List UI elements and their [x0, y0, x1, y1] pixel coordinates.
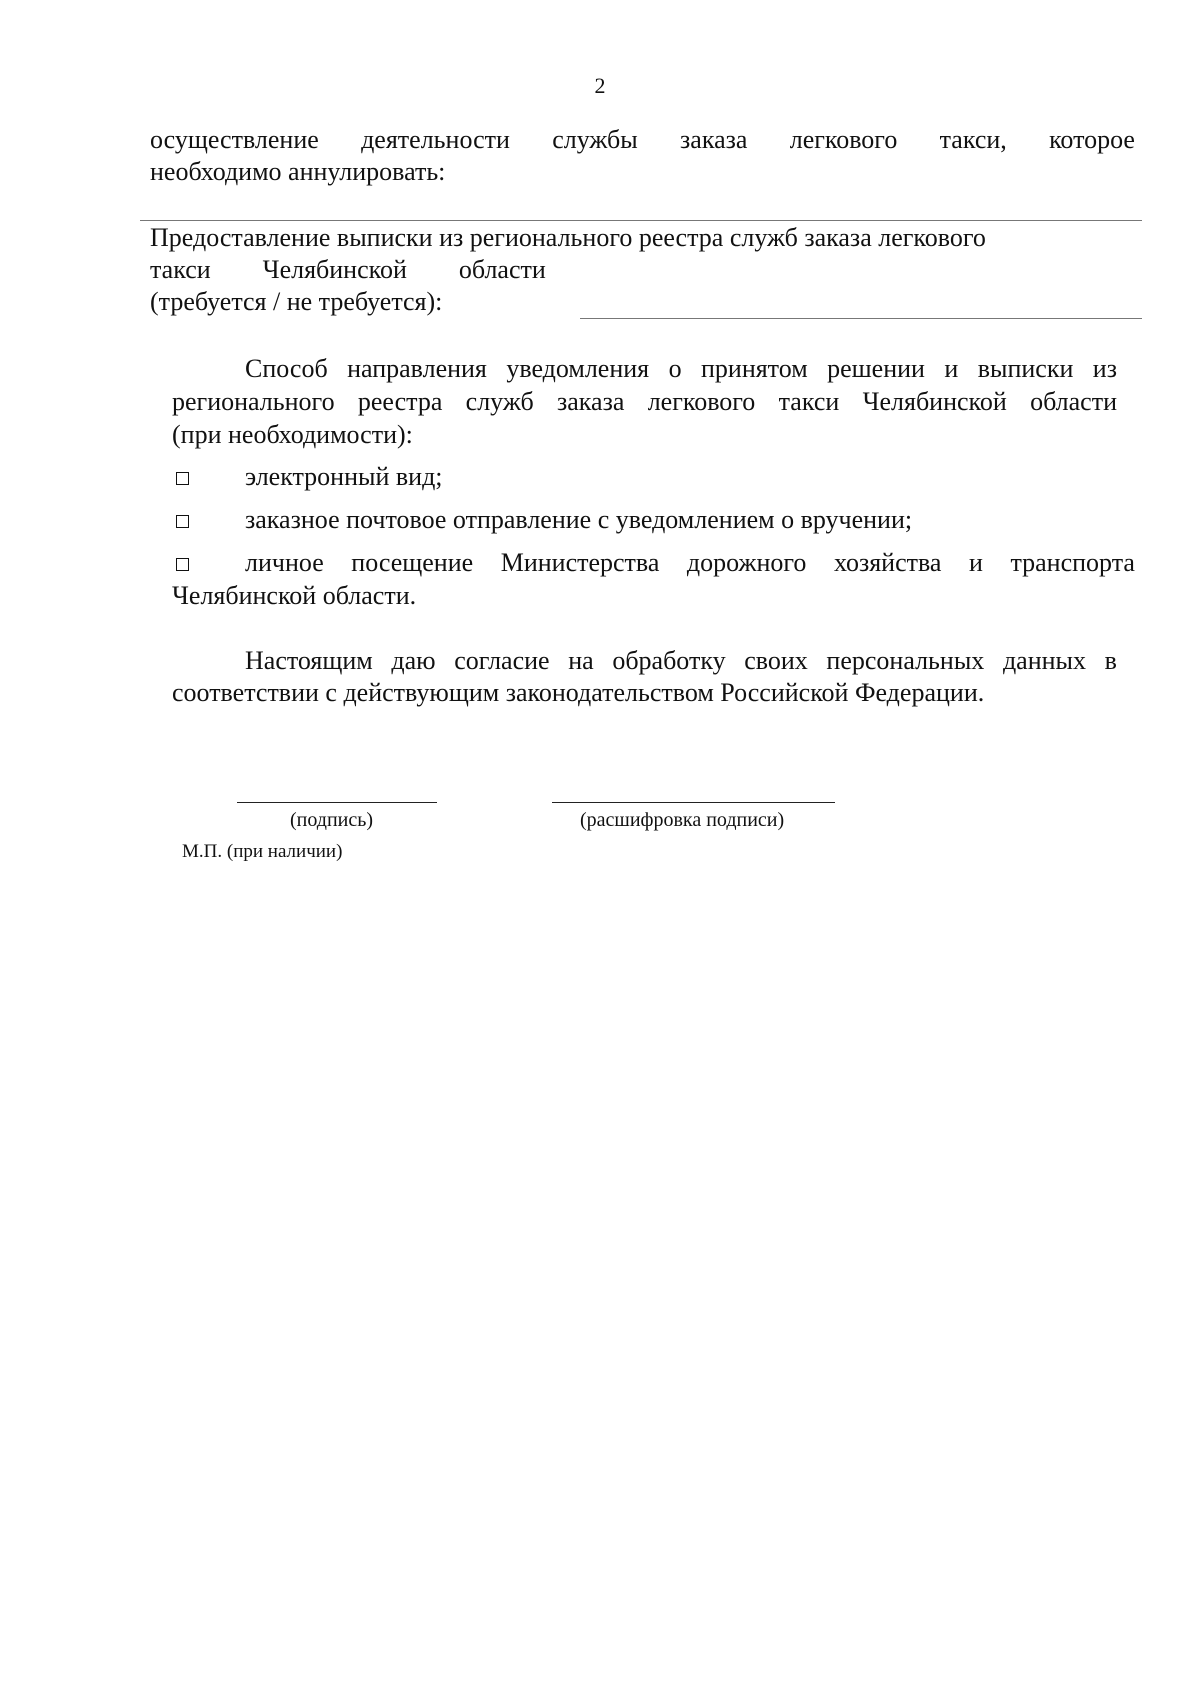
word: обработку	[612, 646, 726, 675]
word: в	[1104, 646, 1117, 675]
annul-line-1	[150, 124, 1135, 156]
word: на	[568, 646, 594, 675]
word: решении	[827, 354, 925, 383]
word: даю	[391, 646, 436, 675]
word: своих	[744, 646, 808, 675]
option-visit-label-line-1	[245, 547, 1135, 579]
word: заказа	[680, 125, 748, 154]
word: такси	[150, 255, 211, 284]
word: деятельности	[361, 125, 510, 154]
word: Челябинской	[862, 387, 1007, 416]
word: службы	[552, 125, 638, 154]
option-mail-checkbox[interactable]	[176, 515, 189, 528]
option-visit-label-line-2: Челябинской области.	[172, 581, 417, 610]
word: области	[458, 255, 546, 284]
signature-caption: (подпись)	[290, 809, 374, 831]
consent-line-2: соответствии с действующим законодательством Российской Федерации.	[172, 678, 985, 707]
signature-decryption-caption: (расшифровка подписи)	[580, 809, 785, 831]
signature-decryption-line[interactable]	[552, 802, 835, 803]
option-visit-checkbox[interactable]	[176, 558, 189, 571]
word: служб	[465, 387, 534, 416]
word: Челябинской	[262, 255, 407, 284]
word: Министерства	[500, 548, 660, 577]
word: уведомления	[506, 354, 650, 383]
word: личное	[245, 548, 324, 577]
option-electronic-checkbox[interactable]	[176, 472, 189, 485]
word: согласие	[454, 646, 550, 675]
word: осуществление	[150, 125, 319, 154]
option-electronic-label: электронный вид;	[245, 462, 443, 491]
notification-line-2	[172, 386, 1117, 418]
word: Способ	[245, 354, 328, 383]
word: Настоящим	[245, 646, 373, 675]
word: данных	[1002, 646, 1087, 675]
word: области	[1030, 387, 1117, 416]
annul-line-2: необходимо аннулировать:	[150, 157, 446, 186]
word: реестра	[357, 387, 443, 416]
word: и	[944, 354, 959, 383]
word: легкового	[647, 387, 756, 416]
consent-line-1	[245, 645, 1117, 677]
word: о	[668, 354, 682, 383]
word: направления	[347, 354, 487, 383]
word: заказа	[557, 387, 625, 416]
word: посещение	[351, 548, 474, 577]
extract-line-3: (требуется / не требуется):	[150, 287, 443, 316]
word: транспорта	[1010, 548, 1135, 577]
extract-line-2	[150, 254, 546, 286]
word: из	[1092, 354, 1117, 383]
seal-note: М.П. (при наличии)	[182, 841, 343, 862]
extract-fill-line[interactable]	[580, 318, 1142, 319]
extract-line-1: Предоставление выписки из регионального реестра служб заказа легкового	[150, 223, 986, 252]
word: такси,	[939, 125, 1007, 154]
notification-line-1	[245, 353, 1117, 385]
page-number: 2	[594, 73, 606, 98]
annul-fill-line[interactable]	[140, 220, 1142, 221]
notification-line-3: (при необходимости):	[172, 420, 413, 449]
option-mail-label: заказное почтовое отправление с уведомлением о вручении;	[245, 505, 913, 534]
word: принятом	[700, 354, 808, 383]
word: хозяйства	[833, 548, 942, 577]
word: дорожного	[686, 548, 807, 577]
word: такси	[778, 387, 840, 416]
word: регионального	[172, 387, 335, 416]
signature-line[interactable]	[237, 802, 437, 803]
word: и	[969, 548, 983, 577]
word: персональных	[826, 646, 985, 675]
word: выписки	[977, 354, 1074, 383]
word: которое	[1049, 125, 1135, 154]
word: легкового	[789, 125, 898, 154]
